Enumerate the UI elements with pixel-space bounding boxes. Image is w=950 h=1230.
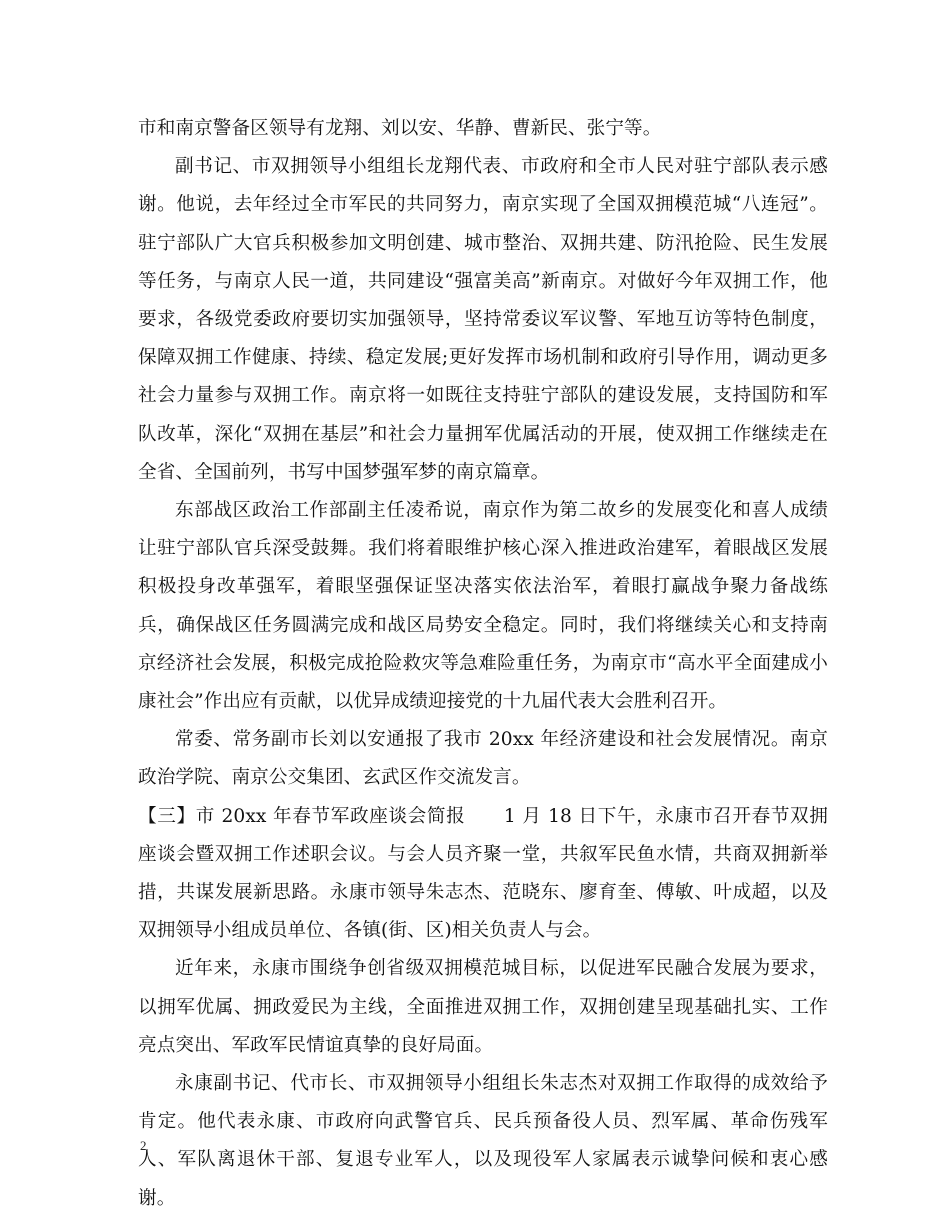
document-body [138,110,828,1218]
paragraph-4: 常委、常务副市长刘以安通报了我市 20xx 年经济建设和社会发展情况。南京政治学院、南京公交集团、玄武区作交流发言。 [138,729,828,789]
page-number: 2 [140,1138,147,1153]
paragraph-2: 副书记、市双拥领导小组组长龙翔代表、市政府和全市人民对驻宁部队表示感谢。他说，去年经过全市军民的共同努力，南京实现了全国双拥模范城“八连冠”。驻宁部队广大官兵积极参加文明创建、城市整治、双拥共建、防汛抢险、民生发展等任务，与南京人民一道，共同建设“强富美高”新南京。对做好今年双拥工作，他要求，各级党委政府要切实加强领导，坚持常委议军议警、军地互访等特色制度，保障双拥工作健康、持续、稳定发展;更好发挥市场机制和政府引导作用，调动更多社会力量参与双拥工作。南京将一如既往支持驻宁部队的建设发展，支持国防和军队改革，深化“双拥在基层”和社会力量拥军优属活动的开展，使双拥工作继续走在全省、全国前列，书写中国梦强军梦的南京篇章。 [138,156,828,483]
paragraph-5-section-heading: 【三】市 20xx 年春节军政座谈会简报 1 月 18 日下午，永康市召开春节双拥座谈会暨双拥工作述职会议。与会人员齐聚一堂，共叙军民鱼水情，共商双拥新举措，共谋发展新思路。永康市领导朱志杰、范晓东、廖育奎、傅敏、叶成超，以及双拥领导小组成员单位、各镇(街、区)相关负责人与会。 [138,805,828,942]
paragraph-3: 东部战区政治工作部副主任凌希说，南京作为第二故乡的发展变化和喜人成绩让驻宁部队官兵深受鼓舞。我们将着眼维护核心深入推进政治建军，着眼战区发展积极投身改革强军，着眼坚强保证坚决落实依法治军，着眼打赢战争聚力备战练兵，确保战区任务圆满完成和战区局势安全稳定。同时，我们将继续关心和支持南京经济社会发展，积极完成抢险救灾等急难险重任务，为南京市“高水平全面建成小康社会”作出应有贡献，以优异成绩迎接党的十九届代表大会胜利召开。 [138,500,828,713]
paragraph-7: 永康副书记、代市长、市双拥领导小组组长朱志杰对双拥工作取得的成效给予肯定。他代表永康、市政府向武警官兵、民兵预备役人员、烈军属、革命伤残军人、军队离退休干部、复退专业军人，以及现役军人家属表示诚挚问候和衷心感谢。 [138,1073,828,1209]
paragraph-1: 市和南京警备区领导有龙翔、刘以安、华静、曹新民、张宁等。 [138,118,662,139]
paragraph-6: 近年来，永康市围绕争创省级双拥模范城目标，以促进军民融合发展为要求，以拥军优属、拥政爱民为主线，全面推进双拥工作，双拥创建呈现基础扎实、工作亮点突出、军政军民情谊真挚的良好局面。 [138,958,828,1056]
